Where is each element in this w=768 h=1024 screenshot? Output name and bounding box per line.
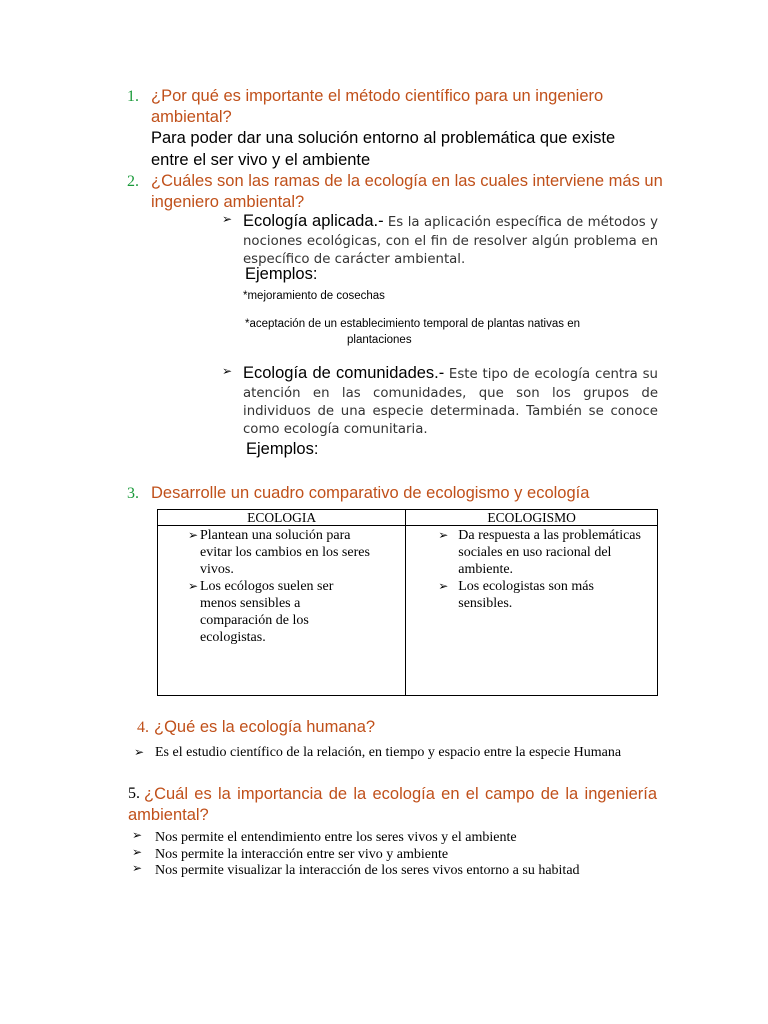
branch-comunidades-text: Este tipo de ecología centra su atención en las comunidades, que son los grupos de individuos de una especie determinada. También se conoce como ecología comunitaria. bbox=[243, 367, 658, 437]
branch-comunidades-examples-label: Ejemplos: bbox=[246, 440, 319, 458]
arrowhead-bullet-icon: ➢ bbox=[222, 364, 233, 378]
branch-aplicada-examples-label: Ejemplos: bbox=[245, 265, 318, 283]
q4-answer: Es el estudio científico de la relación, en tiempo y espacio entre la especie Humana bbox=[155, 745, 622, 760]
q1-question: ¿Por qué es importante el método científico para un ingeniero ambiental? bbox=[151, 87, 604, 126]
table-header-ecologia: ECOLOGIA bbox=[158, 510, 406, 526]
arrowhead-bullet-icon: ➢ bbox=[132, 861, 143, 875]
q2-question: ¿Cuáles son las ramas de la ecología en las cuales interviene más un ingeniero ambiental? bbox=[151, 172, 663, 211]
comparison-table bbox=[157, 509, 658, 696]
table-cell-ecologia bbox=[158, 526, 406, 696]
table-header-ecologismo: ECOLOGISMO bbox=[406, 510, 658, 526]
arrowhead-bullet-icon: ➢ bbox=[438, 528, 449, 542]
q1-answer: Para poder dar una solución entorno al problemática que existe entre el ser vivo y el ambiente bbox=[151, 129, 616, 169]
arrowhead-bullet-icon: ➢ bbox=[188, 528, 199, 542]
branch-aplicada bbox=[243, 210, 658, 268]
list-item: ➢ Nos permite visualizar la interacción de los seres vivos entorno a su habitad bbox=[132, 861, 580, 878]
arrowhead-bullet-icon: ➢ bbox=[188, 579, 199, 593]
arrowhead-bullet-icon: ➢ bbox=[132, 828, 143, 842]
example-1: *mejoramiento de cosechas bbox=[243, 290, 385, 302]
branch-aplicada-text: Es la aplicación específica de métodos y nociones ecológicas, con el fin de resolver algún problema en específico de carácter ambiental. bbox=[243, 215, 659, 267]
list-item: ➢ Da respuesta a las problemáticas sociales en uso racional del ambiente. bbox=[438, 528, 641, 577]
example-2: *aceptación de un establecimiento temporal de plantas nativas en bbox=[245, 318, 580, 330]
q5-number: 5. bbox=[128, 785, 140, 802]
table-cell-ecologismo bbox=[406, 526, 658, 696]
arrowhead-bullet-icon: ➢ bbox=[222, 212, 233, 226]
arrowhead-bullet-icon: ➢ bbox=[438, 579, 449, 593]
list-item: ➢ Nos permite el entendimiento entre los seres vivos y el ambiente bbox=[132, 828, 517, 845]
list-item: ➢ Los ecólogos suelen ser menos sensibles a comparación de los ecologistas. bbox=[188, 579, 334, 645]
list-item: ➢ Nos permite la interacción entre ser vivo y ambiente bbox=[132, 844, 449, 862]
list-item: ➢ Los ecologistas son más sensibles. bbox=[438, 579, 594, 611]
q5-answers bbox=[132, 828, 662, 878]
q1-number: 1. bbox=[127, 88, 139, 105]
q5-question: ¿Cuál es la importancia de la ecología en el campo de la ingeniería ambiental? bbox=[128, 785, 657, 824]
branch-comunidades bbox=[243, 362, 658, 438]
branch-aplicada-title: Ecología aplicada.- bbox=[243, 212, 384, 230]
list-item: ➢ Plantean una solución para evitar los cambios en los seres vivos. bbox=[188, 528, 370, 577]
arrowhead-bullet-icon: ➢ bbox=[134, 745, 145, 759]
branch-comunidades-title: Ecología de comunidades.- bbox=[243, 364, 445, 382]
q2-number: 2. bbox=[127, 173, 139, 190]
q4-question: ¿Qué es la ecología humana? bbox=[154, 718, 376, 736]
example-2-continued: plantaciones bbox=[347, 334, 412, 346]
arrowhead-bullet-icon: ➢ bbox=[132, 844, 143, 859]
q3-number: 3. bbox=[127, 485, 139, 502]
q3-question: Desarrolle un cuadro comparativo de ecologismo y ecología bbox=[151, 484, 590, 502]
q4-number: 4. bbox=[137, 719, 149, 736]
